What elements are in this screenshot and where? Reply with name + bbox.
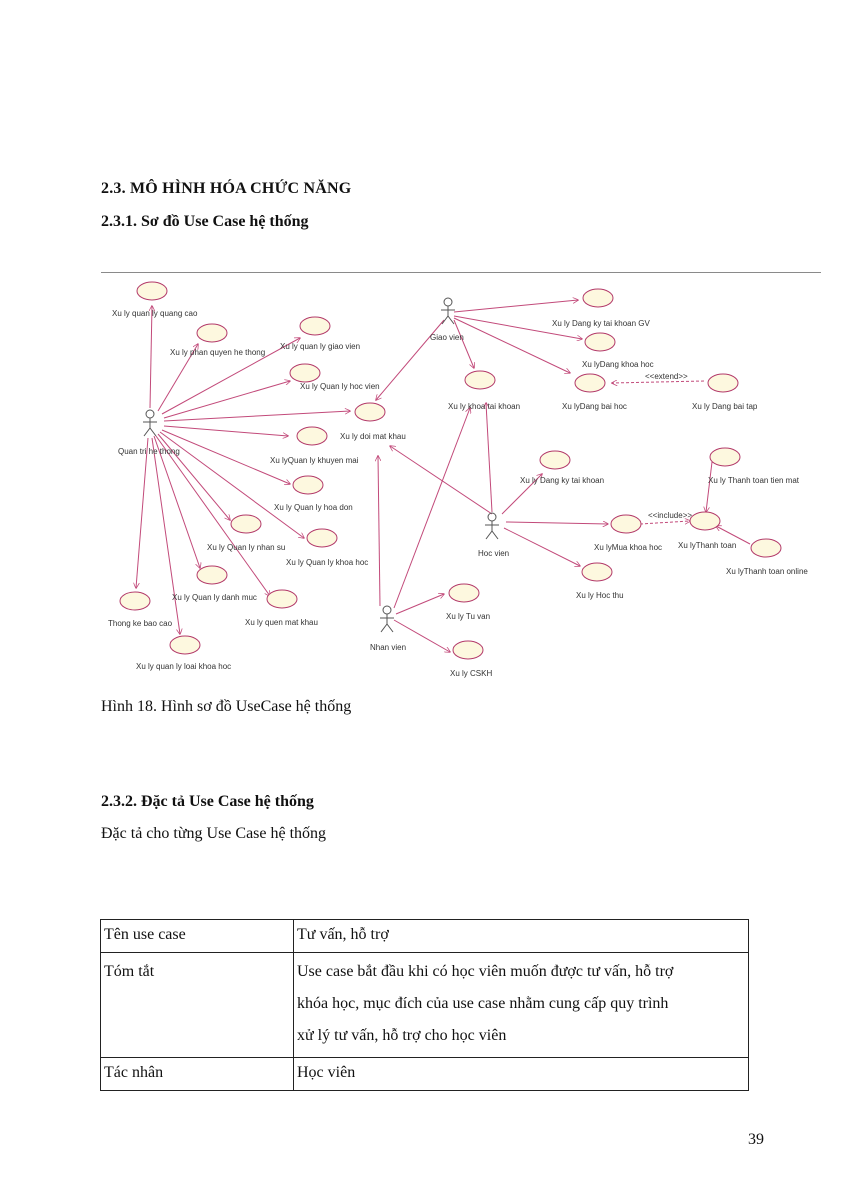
svg-text:Xu ly Quan ly khoa hoc: Xu ly Quan ly khoa hoc bbox=[286, 558, 369, 567]
table-cell-value: Học viên bbox=[294, 1058, 749, 1091]
svg-text:Xu lyDang khoa hoc: Xu lyDang khoa hoc bbox=[582, 360, 654, 369]
usecase-phan-quyen bbox=[170, 324, 265, 357]
svg-text:Xu ly quan ly quang cao: Xu ly quan ly quang cao bbox=[112, 309, 198, 318]
svg-text:Xu ly quan ly giao vien: Xu ly quan ly giao vien bbox=[280, 342, 361, 351]
svg-text:Xu ly quen mat khau: Xu ly quen mat khau bbox=[245, 618, 318, 627]
svg-text:Xu ly Quan ly hoc vien: Xu ly Quan ly hoc vien bbox=[300, 382, 380, 391]
usecase-dk-tai-khoan bbox=[520, 451, 604, 485]
summary-line: khóa học, mục đích của use case nhằm cung cấp quy trình bbox=[297, 995, 669, 1012]
usecase-tt-tien-mat bbox=[708, 448, 800, 485]
svg-text:Xu ly Thanh toan tien mat: Xu ly Thanh toan tien mat bbox=[708, 476, 800, 485]
svg-text:Xu ly Quan ly hoa don: Xu ly Quan ly hoa don bbox=[274, 503, 353, 512]
svg-text:Xu ly phan quyen he thong: Xu ly phan quyen he thong bbox=[170, 348, 266, 357]
svg-text:Xu ly quan ly loai khoa hoc: Xu ly quan ly loai khoa hoc bbox=[136, 662, 232, 671]
table-row bbox=[101, 920, 749, 953]
subsection-heading: 2.3.1. Sơ đồ Use Case hệ thống bbox=[101, 213, 309, 230]
usecase-giao-vien bbox=[280, 317, 360, 351]
table-cell-value: Tư vấn, hỗ trợ bbox=[294, 920, 749, 953]
usecase-thong-ke bbox=[108, 592, 173, 628]
svg-text:Xu ly Dang ky tai khoan: Xu ly Dang ky tai khoan bbox=[520, 476, 605, 485]
actor-admin bbox=[118, 410, 180, 456]
table-cell-key: Tóm tắt bbox=[101, 953, 294, 1058]
section-heading: 2.3. MÔ HÌNH HÓA CHỨC NĂNG bbox=[101, 180, 352, 197]
spec-intro: Đặc tả cho từng Use Case hệ thống bbox=[101, 825, 327, 842]
svg-text:Xu ly Quan ly nhan su: Xu ly Quan ly nhan su bbox=[207, 543, 286, 552]
svg-text:Xu ly Tu van: Xu ly Tu van bbox=[446, 612, 491, 621]
usecase-tu-van bbox=[446, 584, 490, 621]
table-cell-key: Tác nhân bbox=[101, 1058, 294, 1091]
usecase-cskh bbox=[450, 641, 492, 678]
svg-text:Xu lyMua khoa hoc: Xu lyMua khoa hoc bbox=[594, 543, 663, 552]
spec-heading: 2.3.2. Đặc tả Use Case hệ thống bbox=[101, 793, 314, 810]
usecase-hoc-vien bbox=[290, 364, 380, 391]
usecase-mua-khoa-hoc bbox=[594, 515, 662, 552]
table-row bbox=[101, 1058, 749, 1091]
usecase-danh-muc bbox=[172, 566, 257, 602]
page-number: 39 bbox=[748, 1131, 764, 1148]
extend-label: <<extend>> bbox=[645, 372, 688, 381]
table-row bbox=[101, 953, 749, 1058]
svg-text:Nhan vien: Nhan vien bbox=[370, 643, 407, 652]
divider bbox=[101, 272, 821, 273]
usecase-khoa-hoc bbox=[286, 529, 368, 567]
usecase-loai-khoa-hoc bbox=[136, 636, 231, 671]
usecase-hoc-thu bbox=[576, 563, 624, 600]
svg-text:Thong ke bao cao: Thong ke bao cao bbox=[108, 619, 173, 628]
svg-text:Xu ly CSKH: Xu ly CSKH bbox=[450, 669, 493, 678]
include-label: <<include>> bbox=[648, 511, 693, 520]
table-cell-key: Tên use case bbox=[101, 920, 294, 953]
svg-text:Xu ly doi mat khau: Xu ly doi mat khau bbox=[340, 432, 406, 441]
summary-line: xử lý tư vấn, hỗ trợ cho học viên bbox=[297, 1027, 507, 1044]
usecase-hoa-don bbox=[274, 476, 353, 512]
svg-text:Xu ly Quan ly danh muc: Xu ly Quan ly danh muc bbox=[172, 593, 257, 602]
use-case-diagram bbox=[100, 276, 824, 686]
svg-text:Xu lyQuan ly khuyen mai: Xu lyQuan ly khuyen mai bbox=[270, 456, 359, 465]
actor-staff bbox=[370, 606, 406, 652]
usecase-nhan-su bbox=[207, 515, 285, 552]
svg-text:Xu ly khoa tai khoan: Xu ly khoa tai khoan bbox=[448, 402, 521, 411]
svg-text:Giao vien: Giao vien bbox=[430, 333, 464, 342]
svg-text:Xu ly Dang bai tap: Xu ly Dang bai tap bbox=[692, 402, 758, 411]
usecase-quang-cao bbox=[112, 282, 198, 318]
svg-text:Xu lyThanh toan online: Xu lyThanh toan online bbox=[726, 567, 808, 576]
usecase-dang-bai-hoc bbox=[562, 374, 627, 411]
table-cell-value bbox=[294, 953, 749, 1058]
svg-text:Xu lyDang bai hoc: Xu lyDang bai hoc bbox=[562, 402, 627, 411]
usecase-dang-bai-tap bbox=[692, 374, 758, 411]
svg-text:Xu ly Hoc thu: Xu ly Hoc thu bbox=[576, 591, 624, 600]
actor-student bbox=[478, 513, 509, 558]
svg-text:Quan tri he thong: Quan tri he thong bbox=[118, 447, 180, 456]
usecase-tt-online bbox=[726, 539, 808, 576]
svg-text:Hoc vien: Hoc vien bbox=[478, 549, 510, 558]
svg-text:Xu ly Dang ky tai khoan GV: Xu ly Dang ky tai khoan GV bbox=[552, 319, 650, 328]
svg-text:Xu lyThanh toan: Xu lyThanh toan bbox=[678, 541, 737, 550]
usecase-khoa-tai-khoan bbox=[448, 371, 520, 411]
usecase-dk-tk-gv bbox=[552, 289, 650, 328]
usecase-spec-table bbox=[100, 919, 749, 1091]
usecase-doi-mat-khau bbox=[340, 403, 406, 441]
figure-caption: Hình 18. Hình sơ đồ UseCase hệ thống bbox=[101, 698, 352, 715]
usecase-dang-khoa-hoc bbox=[582, 333, 654, 369]
summary-line: Use case bắt đầu khi có học viên muốn được tư vấn, hỗ trợ bbox=[297, 963, 674, 980]
